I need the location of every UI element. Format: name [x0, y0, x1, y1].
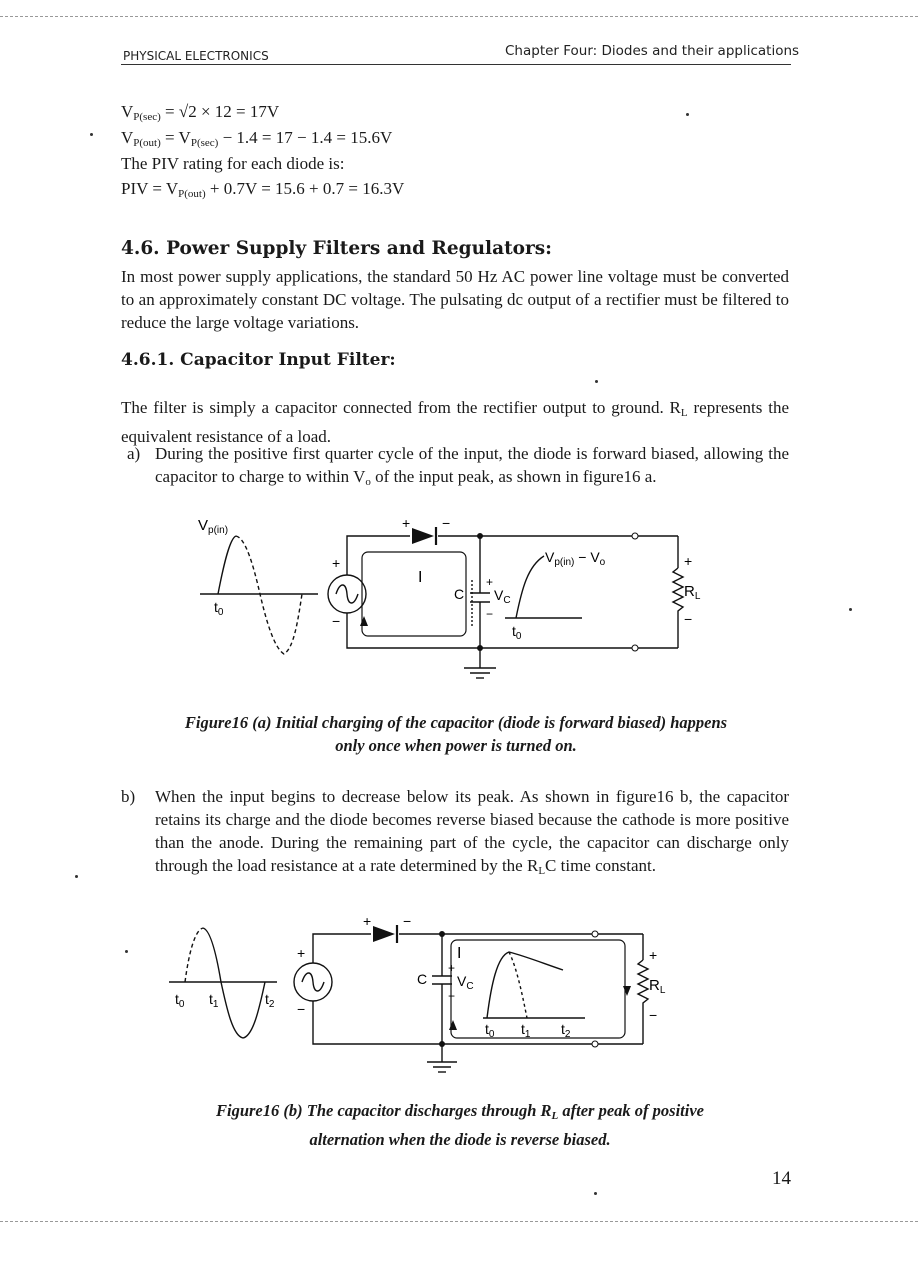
- list-item-b-marker: b): [121, 787, 136, 806]
- fig-a-source-plus: +: [332, 555, 341, 571]
- item-a-text-a: During the positive first quarter cycle of the input, the diode is forward biased, allowing the capacitor to charge to within V: [155, 444, 789, 486]
- equation-vp-out: [121, 126, 392, 155]
- fig-b-caption-sub: L: [551, 1110, 559, 1122]
- scan-speck: [595, 380, 598, 383]
- figure-16b-caption: [120, 1099, 800, 1151]
- fig-b-label-current: I: [457, 945, 462, 962]
- fig-b-load-resistor: [638, 960, 648, 1008]
- fig-b-diode-plus: +: [363, 913, 372, 929]
- figure-16a-circuit: [190, 508, 710, 683]
- fig-a-caption-line1: Figure16 (a) Initial charging of the capacitor (diode is forward biased) happens: [184, 713, 728, 732]
- piv-rating-text: The PIV rating for each diode is:: [121, 154, 345, 173]
- page-number: 14: [772, 1168, 791, 1189]
- fig-b-vc-t2: $t_2$: [561, 1021, 571, 1040]
- fig-a-diode-minus: −: [442, 515, 451, 531]
- fig-b-input-sine-dashed: [185, 928, 203, 982]
- fig-b-vc-dashed: [509, 952, 527, 1018]
- fig-a-source-minus: −: [332, 613, 341, 629]
- running-header-right: Chapter Four: Diodes and their applications: [505, 43, 800, 59]
- eq2-mid-sub: P(sec): [190, 137, 219, 149]
- item-a-text-b: of the input peak, as shown in figure16 a.: [370, 467, 657, 486]
- equation-vp-sec: [121, 100, 279, 129]
- fig-a-input-sine-solid: [218, 536, 236, 594]
- fig-b-caption-a: Figure16 (b) The capacitor discharges through R: [216, 1101, 552, 1120]
- section-paragraph: In most power supply applications, the standard 50 Hz AC power line voltage must be converted to an approximately constant DC voltage. The pulsating dc output of a rectifier must be filtered to reduce the large voltage variations.: [121, 267, 789, 332]
- scan-speck: [90, 133, 93, 136]
- fig-b-caption-line1: [120, 1099, 800, 1128]
- eq2-mid: = V: [160, 128, 191, 147]
- fig-b-cap-minus: −: [448, 989, 456, 1003]
- fig-a-label-vpin: $V_{p(in)}$: [198, 517, 229, 536]
- item-b-text-b: C time constant.: [545, 856, 657, 875]
- eq4-rhs: + 0.7V = 15.6 + 0.7 = 16.3V: [205, 179, 405, 198]
- fig-b-vc-curve: [487, 952, 563, 1018]
- fig-b-label-t0: $t_0$: [175, 991, 185, 1010]
- fig-b-label-t1: $t_1$: [209, 991, 219, 1010]
- fig-b-current-loop: [451, 940, 625, 1038]
- eq1-lhs: V: [121, 102, 134, 121]
- fig-a-label-vc-t0: $t_0$: [512, 623, 522, 642]
- fig-b-rl-minus: −: [649, 1007, 658, 1023]
- scan-speck: [594, 1192, 597, 1195]
- fig-a-label-vpin-minus-vo: $V_{p(in)} - V_o$: [545, 549, 606, 568]
- fig-a-label-current: I: [418, 569, 423, 586]
- item-b-sub: L: [538, 865, 546, 877]
- eq2-lhs: V: [121, 128, 134, 147]
- header-rule: [121, 64, 791, 65]
- fig-b-source-wave-icon: [302, 973, 324, 991]
- para1-text-b: represents the equivalent resistance of a load.: [121, 398, 790, 446]
- fig-b-node: [439, 931, 445, 937]
- fig-b-wire: [313, 934, 371, 963]
- fig-b-diode-icon: [373, 926, 395, 942]
- item-b-text-a: When the input begins to decrease below its peak. As shown in figure16 b, the capacitor retains its charge and the diode becomes reverse biased because the cathode is more positive than the anode. During the remaining part of the cycle, the capacitor can discharge only through the load resistance at a rate determined by the R: [155, 787, 789, 875]
- list-item-a-text: [155, 442, 789, 494]
- scan-artifact-top: [0, 16, 918, 17]
- fig-b-diode-minus: −: [403, 913, 412, 929]
- fig-b-label-rl: $R_L$: [649, 977, 666, 996]
- fig-b-terminal: [592, 1041, 598, 1047]
- scan-artifact-bottom: [0, 1221, 918, 1222]
- fig-a-label-rl: $R_L$: [684, 583, 701, 602]
- para1-text-a: The filter is simply a capacitor connected from the rectifier output to ground. R: [121, 398, 681, 417]
- list-item-b-text: [155, 785, 789, 883]
- fig-b-source-plus: +: [297, 945, 306, 961]
- fig-a-input-sine-dashed: [236, 536, 302, 654]
- equation-piv: [121, 177, 404, 206]
- fig-a-load-resistor: [673, 568, 683, 616]
- fig-a-cap-minus: −: [486, 607, 494, 621]
- fig-a-label-vc: $V_C$: [494, 587, 511, 606]
- fig-b-input-sine-solid: [203, 928, 265, 1038]
- subsection-heading: 4.6.1. Capacitor Input Filter:: [121, 350, 396, 370]
- fig-a-caption-line2: only once when power is turned on.: [335, 736, 577, 755]
- item-a-sub: o: [365, 476, 371, 488]
- eq4-pre: PIV = V: [121, 179, 179, 198]
- fig-b-label-vc: $V_C$: [457, 973, 474, 992]
- fig-b-label-t2: $t_2$: [265, 991, 275, 1010]
- fig-a-node: [477, 645, 483, 651]
- fig-b-label-c: C: [417, 971, 428, 987]
- scan-speck: [75, 875, 78, 878]
- eq1-rhs: = √2 × 12 = 17V: [160, 102, 280, 121]
- fig-a-cap-plus: +: [486, 575, 494, 589]
- fig-b-terminal: [592, 931, 598, 937]
- fig-a-wire: [347, 536, 410, 575]
- fig-a-diode-icon: [412, 528, 434, 544]
- para1-sub: L: [680, 407, 688, 419]
- eq2-rhs: − 1.4 = 17 − 1.4 = 15.6V: [218, 128, 393, 147]
- subsection-paragraph: [121, 396, 789, 448]
- fig-a-current-arrow: [360, 616, 368, 626]
- fig-a-current-loop: [362, 552, 466, 636]
- eq1-lhs-sub: P(sec): [133, 111, 161, 123]
- figure-16b-circuit: [165, 908, 685, 1073]
- fig-a-rl-plus: +: [684, 553, 693, 569]
- scan-speck: [125, 950, 128, 953]
- fig-b-node: [439, 1041, 445, 1047]
- section-heading: 4.6. Power Supply Filters and Regulators:: [121, 238, 552, 259]
- eq4-sub: P(out): [178, 188, 206, 200]
- fig-a-vc-curve: [516, 556, 544, 618]
- fig-b-rl-plus: +: [649, 947, 658, 963]
- scan-speck: [686, 113, 689, 116]
- list-item-a-marker: a): [127, 444, 141, 463]
- fig-a-source-wave-icon: [336, 585, 358, 603]
- fig-a-node: [477, 533, 483, 539]
- fig-b-source-minus: −: [297, 1001, 306, 1017]
- fig-a-diode-plus: +: [402, 515, 411, 531]
- fig-b-caption-line2: alternation when the diode is reverse biased.: [309, 1130, 611, 1149]
- fig-a-rl-minus: −: [684, 611, 693, 627]
- fig-a-terminal: [632, 533, 638, 539]
- fig-b-vc-t0: $t_0$: [485, 1021, 495, 1040]
- fig-b-caption-b: after peak of positive: [558, 1101, 704, 1120]
- scan-speck: [849, 608, 852, 611]
- fig-b-vc-t1: $t_1$: [521, 1021, 531, 1040]
- fig-a-terminal: [632, 645, 638, 651]
- eq2-lhs-sub: P(out): [133, 137, 161, 149]
- figure-16a-caption: [120, 711, 792, 757]
- fig-b-cap-plus: +: [448, 961, 456, 975]
- fig-a-label-c: C: [454, 586, 465, 602]
- fig-b-current-arrow: [449, 1020, 457, 1030]
- running-header-left: PHYSICAL ELECTRONICS: [123, 49, 269, 63]
- fig-b-current-arrow: [623, 986, 631, 996]
- fig-a-label-t0: $t_0$: [214, 599, 224, 618]
